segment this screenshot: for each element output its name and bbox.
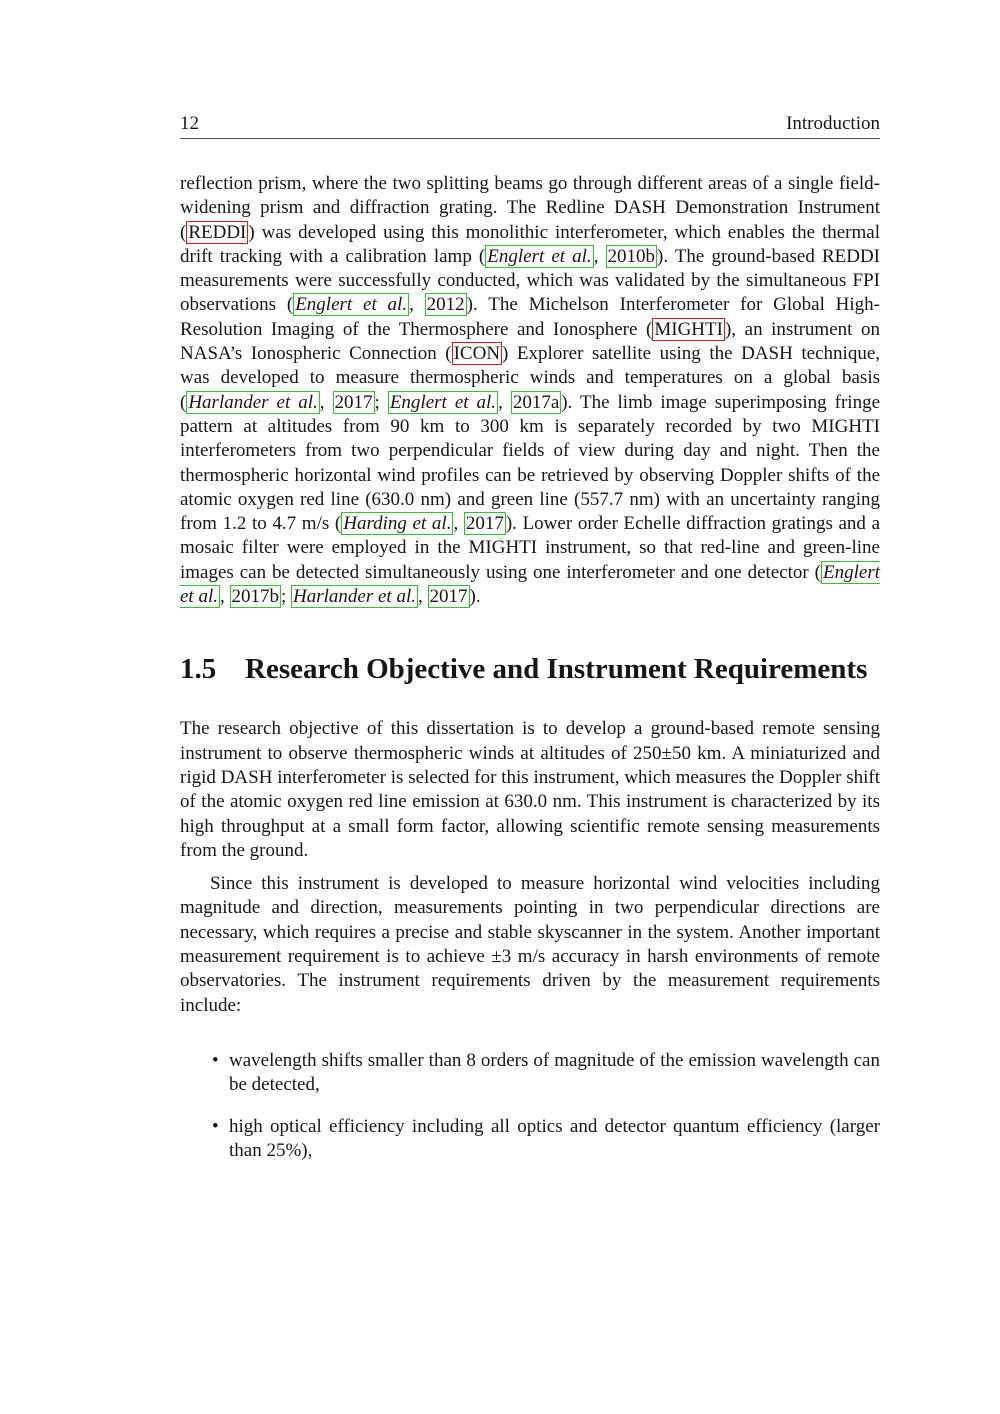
text-run: , [453,513,464,535]
acronym-link-icon[interactable]: ICON [453,343,501,365]
citation-author-link[interactable]: Englert et al. [295,294,408,316]
text-run: ; [374,391,388,413]
text-run: ), an instrument on NASA’s Ionospheric Connection ( [180,318,881,365]
section-heading [180,652,880,686]
text-run: ). The Michelson Interferometer for Global High-Resolution Imaging of the Thermosphere and Ionosphere ( [180,294,881,340]
citation-year-link[interactable]: 2017 [465,513,504,535]
running-head [180,112,880,139]
citation-author-link[interactable]: Harding et al. [343,513,452,535]
requirements-list [180,1049,880,1163]
citation-year-link[interactable]: 2017 [429,586,468,608]
citation-year-link[interactable]: 2017b [231,586,279,608]
text-run: ). The ground-based REDDI measurements were successfully conducted, which was validated by the simultaneous FPI observations ( [180,245,880,316]
acronym-link-reddi[interactable]: REDDI [188,221,247,243]
text-run: , [220,586,230,608]
page [180,112,880,1180]
paragraph-mighti-background [180,172,880,609]
bullet-icon: • [212,1115,219,1137]
text-run: , [418,586,428,608]
text-run: ). [469,586,481,608]
text-run: , [593,245,606,267]
text-run: ). The limb image superimposing fringe pattern at altitudes from 90 km to 300 km is separately recorded by two MIGHTI interferometers from two perpendicular fields of view during day and night. Then the thermospheric horizontal wind profiles can be retrieved by observing Doppler shifts of the atomic oxygen red line (630.0 nm) and green line (557.7 nm) with an uncertainty ranging from 1.2 to 4.7 m/s ( [180,391,881,535]
paragraph-measurement-requirements: Since this instrument is developed to measure horizontal wind velocities including magnitude and direction, measurements pointing in two perpendicular directions are necessary, which requires a precise and stable skyscanner in the system. Another important measurement requirement is to achieve ±3 m/s accuracy in harsh environments of remote observatories. The instrument requirements driven by the measurement requirements include: [180,873,880,1016]
citation-year-link[interactable]: 2012 [426,294,465,316]
chapter-title: Introduction [786,113,880,134]
citation-author-link[interactable]: Harlander et al. [293,586,416,608]
citation-year-link[interactable]: 2010b [607,245,655,267]
section-title: Research Objective and Instrument Requirements [245,653,868,686]
acronym-link-mighti[interactable]: MIGHTI [654,318,723,340]
list-item-text: wavelength shifts smaller than 8 orders of magnitude of the emission wavelength can be detected, [229,1049,880,1096]
text-run: ; [281,586,292,608]
citation-author-link[interactable]: Harlander et al. [188,391,318,413]
text-run: , [498,391,511,413]
citation-year-link[interactable]: 2017a [512,391,560,413]
text-run: , [409,294,425,316]
text-run: ) Explorer satellite using the DASH technique, was developed to measure thermospheric winds and temperatures on a global basis ( [180,343,880,413]
bullet-icon: • [212,1049,219,1071]
paragraph-research-objective: The research objective of this dissertation is to develop a ground-based remote sensing instrument to observe thermospheric winds at altitudes of 250±50 km. A miniaturized and rigid DASH interferometer is selected for this instrument, which measures the Doppler shift of the atomic oxygen red line emission at 630.0 nm. This instrument is characterized by its high throughput at a small form factor, allowing scientific remote sensing measurements from the ground. [180,718,880,861]
list-item [180,1115,880,1164]
text-run: reflection prism, where the two splitting beams go through different areas of a single field-widening prism and diffraction grating. The Redline DASH Demonstration Instrument ( [180,173,880,243]
text-run: ) was developed using this monolithic interferometer, which enables the thermal drift tracking with a calibration lamp ( [180,221,880,267]
text-run: , [319,391,333,413]
citation-year-link[interactable]: 2017 [334,391,373,413]
list-item [180,1049,880,1098]
citation-author-link[interactable]: Englert et al. [389,391,497,413]
text-run: ). Lower order Echelle diffraction gratings and a mosaic filter were employed in the MIGHTI instrument, so that red-line and green-line images can be detected simultaneously using one interferometer and one detector ( [180,513,881,583]
page-number: 12 [180,113,199,134]
citation-author-link[interactable]: Englert et al. [180,561,880,608]
list-item-text: high optical efficiency including all optics and detector quantum efficiency (larger than 25%), [229,1115,880,1161]
section-number: 1.5 [180,653,217,686]
citation-author-link[interactable]: Englert et al. [487,245,592,267]
